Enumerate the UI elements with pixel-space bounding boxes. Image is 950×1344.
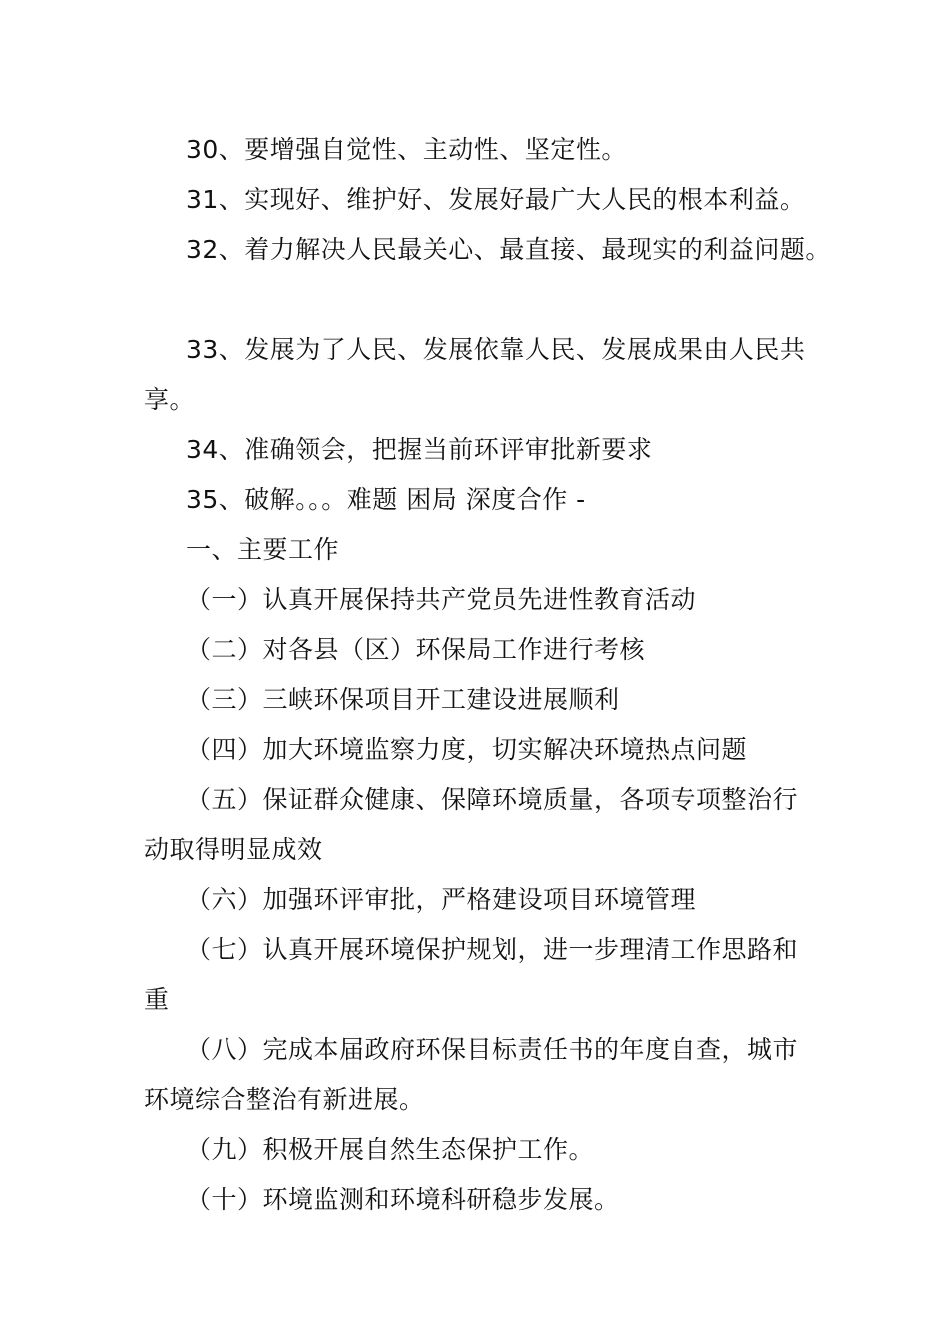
work-item-1: （一）认真开展保持共产党员先进性教育活动 (186, 585, 697, 614)
item-33-continuation: 享。 (144, 385, 196, 414)
work-item-8-continuation: 环境综合整治有新进展。 (144, 1085, 425, 1114)
work-item-9: （九）积极开展自然生态保护工作。 (186, 1135, 595, 1164)
work-item-5-continuation: 动取得明显成效 (144, 835, 323, 864)
item-34: 34、准确领会，把握当前环评审批新要求 (186, 435, 653, 464)
item-35: 35、破解。。。难题 困局 深度合作 - (186, 485, 586, 514)
work-item-6: （六）加强环评审批，严格建设项目环境管理 (186, 885, 697, 914)
work-item-7: （七）认真开展环境保护规划，进一步理清工作思路和 (186, 935, 799, 964)
section-heading-main-work: 一、主要工作 (186, 535, 340, 564)
work-item-4: （四）加大环境监察力度，切实解决环境热点问题 (186, 735, 748, 764)
item-32: 32、着力解决人民最关心、最直接、最现实的利益问题。 (186, 235, 831, 264)
item-31: 31、实现好、维护好、发展好最广大人民的根本利益。 (186, 185, 806, 214)
work-item-2: （二）对各县（区）环保局工作进行考核 (186, 635, 646, 664)
work-item-5: （五）保证群众健康、保障环境质量，各项专项整治行 (186, 785, 799, 814)
work-item-10: （十）环境监测和环境科研稳步发展。 (186, 1185, 620, 1214)
work-item-8: （八）完成本届政府环保目标责任书的年度自查，城市 (186, 1035, 799, 1064)
item-33: 33、发展为了人民、发展依靠人民、发展成果由人民共 (186, 335, 806, 364)
item-30: 30、要增强自觉性、主动性、坚定性。 (186, 135, 627, 164)
work-item-7-continuation: 重 (144, 985, 170, 1014)
work-item-3: （三）三峡环保项目开工建设进展顺利 (186, 685, 620, 714)
